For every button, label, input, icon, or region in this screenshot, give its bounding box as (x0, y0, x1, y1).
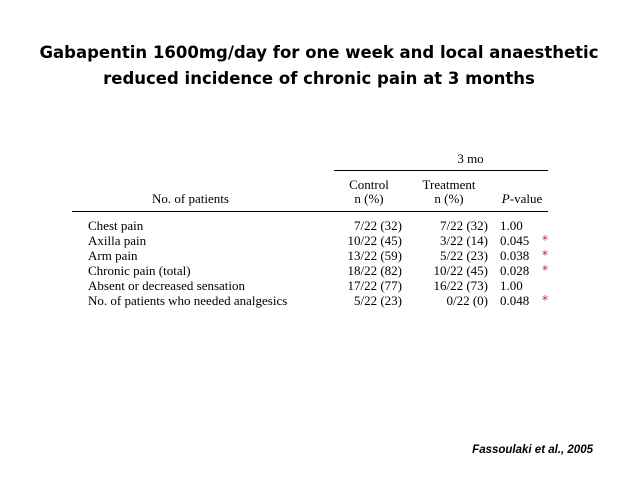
row-label: No. of patients who needed analgesics (88, 293, 288, 308)
p-value: 0.028 (500, 263, 530, 278)
control-value: 5/22 (23) (353, 293, 402, 308)
header-rule (72, 211, 548, 212)
table-body (72, 218, 548, 308)
treatment-column-unit: n (%) (434, 191, 464, 206)
control-column-title: Control (349, 177, 389, 192)
group-header-rule (334, 170, 548, 171)
table-row (72, 263, 548, 278)
table-row (72, 233, 548, 248)
control-value: 13/22 (59) (347, 248, 402, 263)
table-row (72, 248, 548, 263)
p-value: 1.00 (500, 218, 523, 233)
control-column-header (334, 178, 404, 206)
control-column-unit: n (%) (354, 191, 384, 206)
row-label: Absent or decreased sensation (88, 278, 246, 293)
row-label: Chronic pain (total) (88, 263, 191, 278)
p-value: 0.045 (500, 233, 530, 248)
control-value: 10/22 (45) (347, 233, 402, 248)
table-row (72, 293, 548, 308)
row-label: Chest pain (88, 218, 144, 233)
treatment-value: 0/22 (0) (446, 293, 488, 308)
control-value: 7/22 (32) (353, 218, 402, 233)
row-label: Arm pain (88, 248, 138, 263)
p-value: 1.00 (500, 278, 523, 293)
table-row (72, 218, 548, 233)
row-label: Axilla pain (88, 233, 147, 248)
slide-title (0, 40, 638, 92)
treatment-value: 5/22 (23) (439, 248, 488, 263)
slide-title-line-2: reduced incidence of chronic pain at 3 months (103, 69, 535, 88)
treatment-value: 10/22 (45) (433, 263, 488, 278)
p-value: 0.048 (500, 293, 530, 308)
control-value: 17/22 (77) (347, 278, 402, 293)
treatment-column-title: Treatment (422, 177, 476, 192)
p-value-header-italic: P (501, 191, 510, 206)
significance-star-icon: * (542, 293, 548, 307)
citation: Fassoulaki et al., 2005 (472, 444, 593, 456)
treatment-value: 7/22 (32) (439, 218, 488, 233)
p-value: 0.038 (500, 248, 530, 263)
treatment-value: 3/22 (14) (439, 233, 488, 248)
treatment-value: 16/22 (73) (433, 278, 488, 293)
significance-star-icon: * (542, 233, 548, 247)
treatment-column-header (404, 178, 494, 206)
p-value-column-header (492, 192, 552, 206)
table-row (72, 278, 548, 293)
row-header: No. of patients (152, 191, 229, 206)
significance-star-icon: * (542, 248, 548, 262)
control-value: 18/22 (82) (347, 263, 402, 278)
significance-star-icon: * (542, 263, 548, 277)
group-header: 3 mo (457, 151, 484, 166)
p-value-header-rest: -value (509, 191, 543, 206)
slide-title-line-1: Gabapentin 1600mg/day for one week and local anaesthetic (39, 43, 599, 62)
